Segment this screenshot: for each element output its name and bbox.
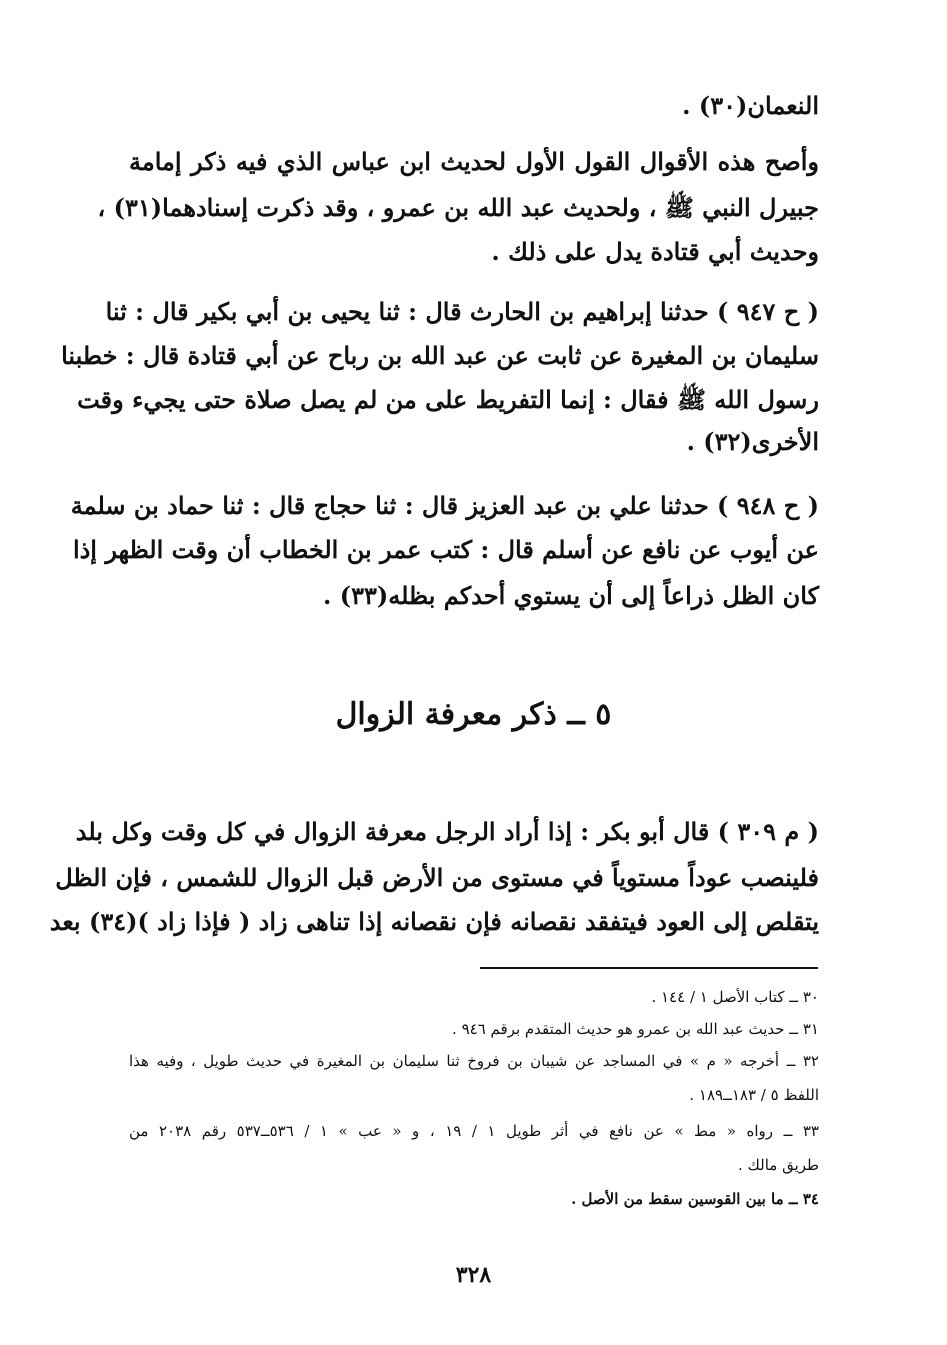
para1-line-2: جبيرل النبي ﷺ ، ولحديث عبد الله بن عمرو ، وقد ذكرت إسنادهما(٣١) ،: [97, 193, 819, 222]
footnote-divider: [480, 967, 818, 969]
page-number: ٣٢٨: [455, 1262, 492, 1288]
footnote-31: ٣١ ــ حديث عبد الله بن عمرو هو حديث المتقدم برقم ٩٤٦ .: [452, 1020, 819, 1038]
para3-line-3: كان الظل ذراعاً إلى أن يستوي أحدكم بظله(٣٣) .: [323, 581, 819, 610]
para4-line-2: فلينصب عوداً مستوياً في مستوى من الأرض قبل الزوال للشمس ، فإن الظل: [55, 863, 819, 892]
footnote-34: ٣٤ ــ ما بين القوسين سقط من الأصل .: [571, 1190, 819, 1208]
footnote-33-line-1: ٣٣ ــ رواه « مط » عن نافع في أثر طويل ١ / ١٩ ، و « عب » ١ / ٥٣٦ــ٥٣٧ رقم ٢٠٣٨ من: [129, 1122, 819, 1140]
footnote-30: ٣٠ ــ كتاب الأصل ١ / ١٤٤ .: [651, 988, 819, 1006]
para4-line-3: يتقلص إلى العود فيتفقد نقصانه فإن نقصانه إذا تناهى زاد ( فإذا زاد )(٣٤) بعد: [49, 907, 819, 936]
section-heading: ٥ ــ ذكر معرفة الزوال: [335, 697, 612, 732]
para2-line-3: رسول الله ﷺ فقال : إنما التفريط على من لم يصل صلاة حتى يجيء وقت: [77, 385, 819, 414]
footnote-33-line-2: طريق مالك .: [737, 1156, 819, 1174]
para3-line-1: ( ح ٩٤٨ ) حدثنا علي بن عبد العزيز قال : ثنا حجاج قال : ثنا حماد بن سلمة: [70, 491, 819, 520]
para3-line-2: عن أيوب عن نافع عن أسلم قال : كتب عمر بن الخطاب أن وقت الظهر إذا: [72, 535, 819, 564]
para2-line-1: ( ح ٩٤٧ ) حدثنا إبراهيم بن الحارث قال : ثنا يحيى بن أبي بكير قال : ثنا: [105, 297, 819, 326]
para2-line-4: الأخرى(٣٢) .: [686, 427, 819, 456]
para1-line-1: وأصح هذه الأقوال القول الأول لحديث ابن عباس الذي فيه ذكر إمامة: [129, 147, 819, 176]
para2-line-2: سليمان بن المغيرة عن ثابت عن عبد الله بن رباح عن أبي قتادة قال : خطبنا: [61, 341, 819, 370]
para1-line-3: وحديث أبي قتادة يدل على ذلك .: [491, 237, 819, 266]
intro-line: النعمان(٣٠) .: [682, 91, 819, 120]
footnote-32-line-1: ٣٢ ــ أخرجه « م » في المساجد عن شيبان بن فروخ ثنا سليمان بن المغيرة في حديث طويل ، وفيه هذا: [129, 1052, 819, 1070]
footnote-32-line-2: اللفظ ٥ / ١٨٣ــ١٨٩ .: [689, 1086, 819, 1104]
para4-line-1: ( م ٣٠٩ ) قال أبو بكر : إذا أراد الرجل معرفة الزوال في كل وقت وكل بلد: [75, 817, 819, 846]
